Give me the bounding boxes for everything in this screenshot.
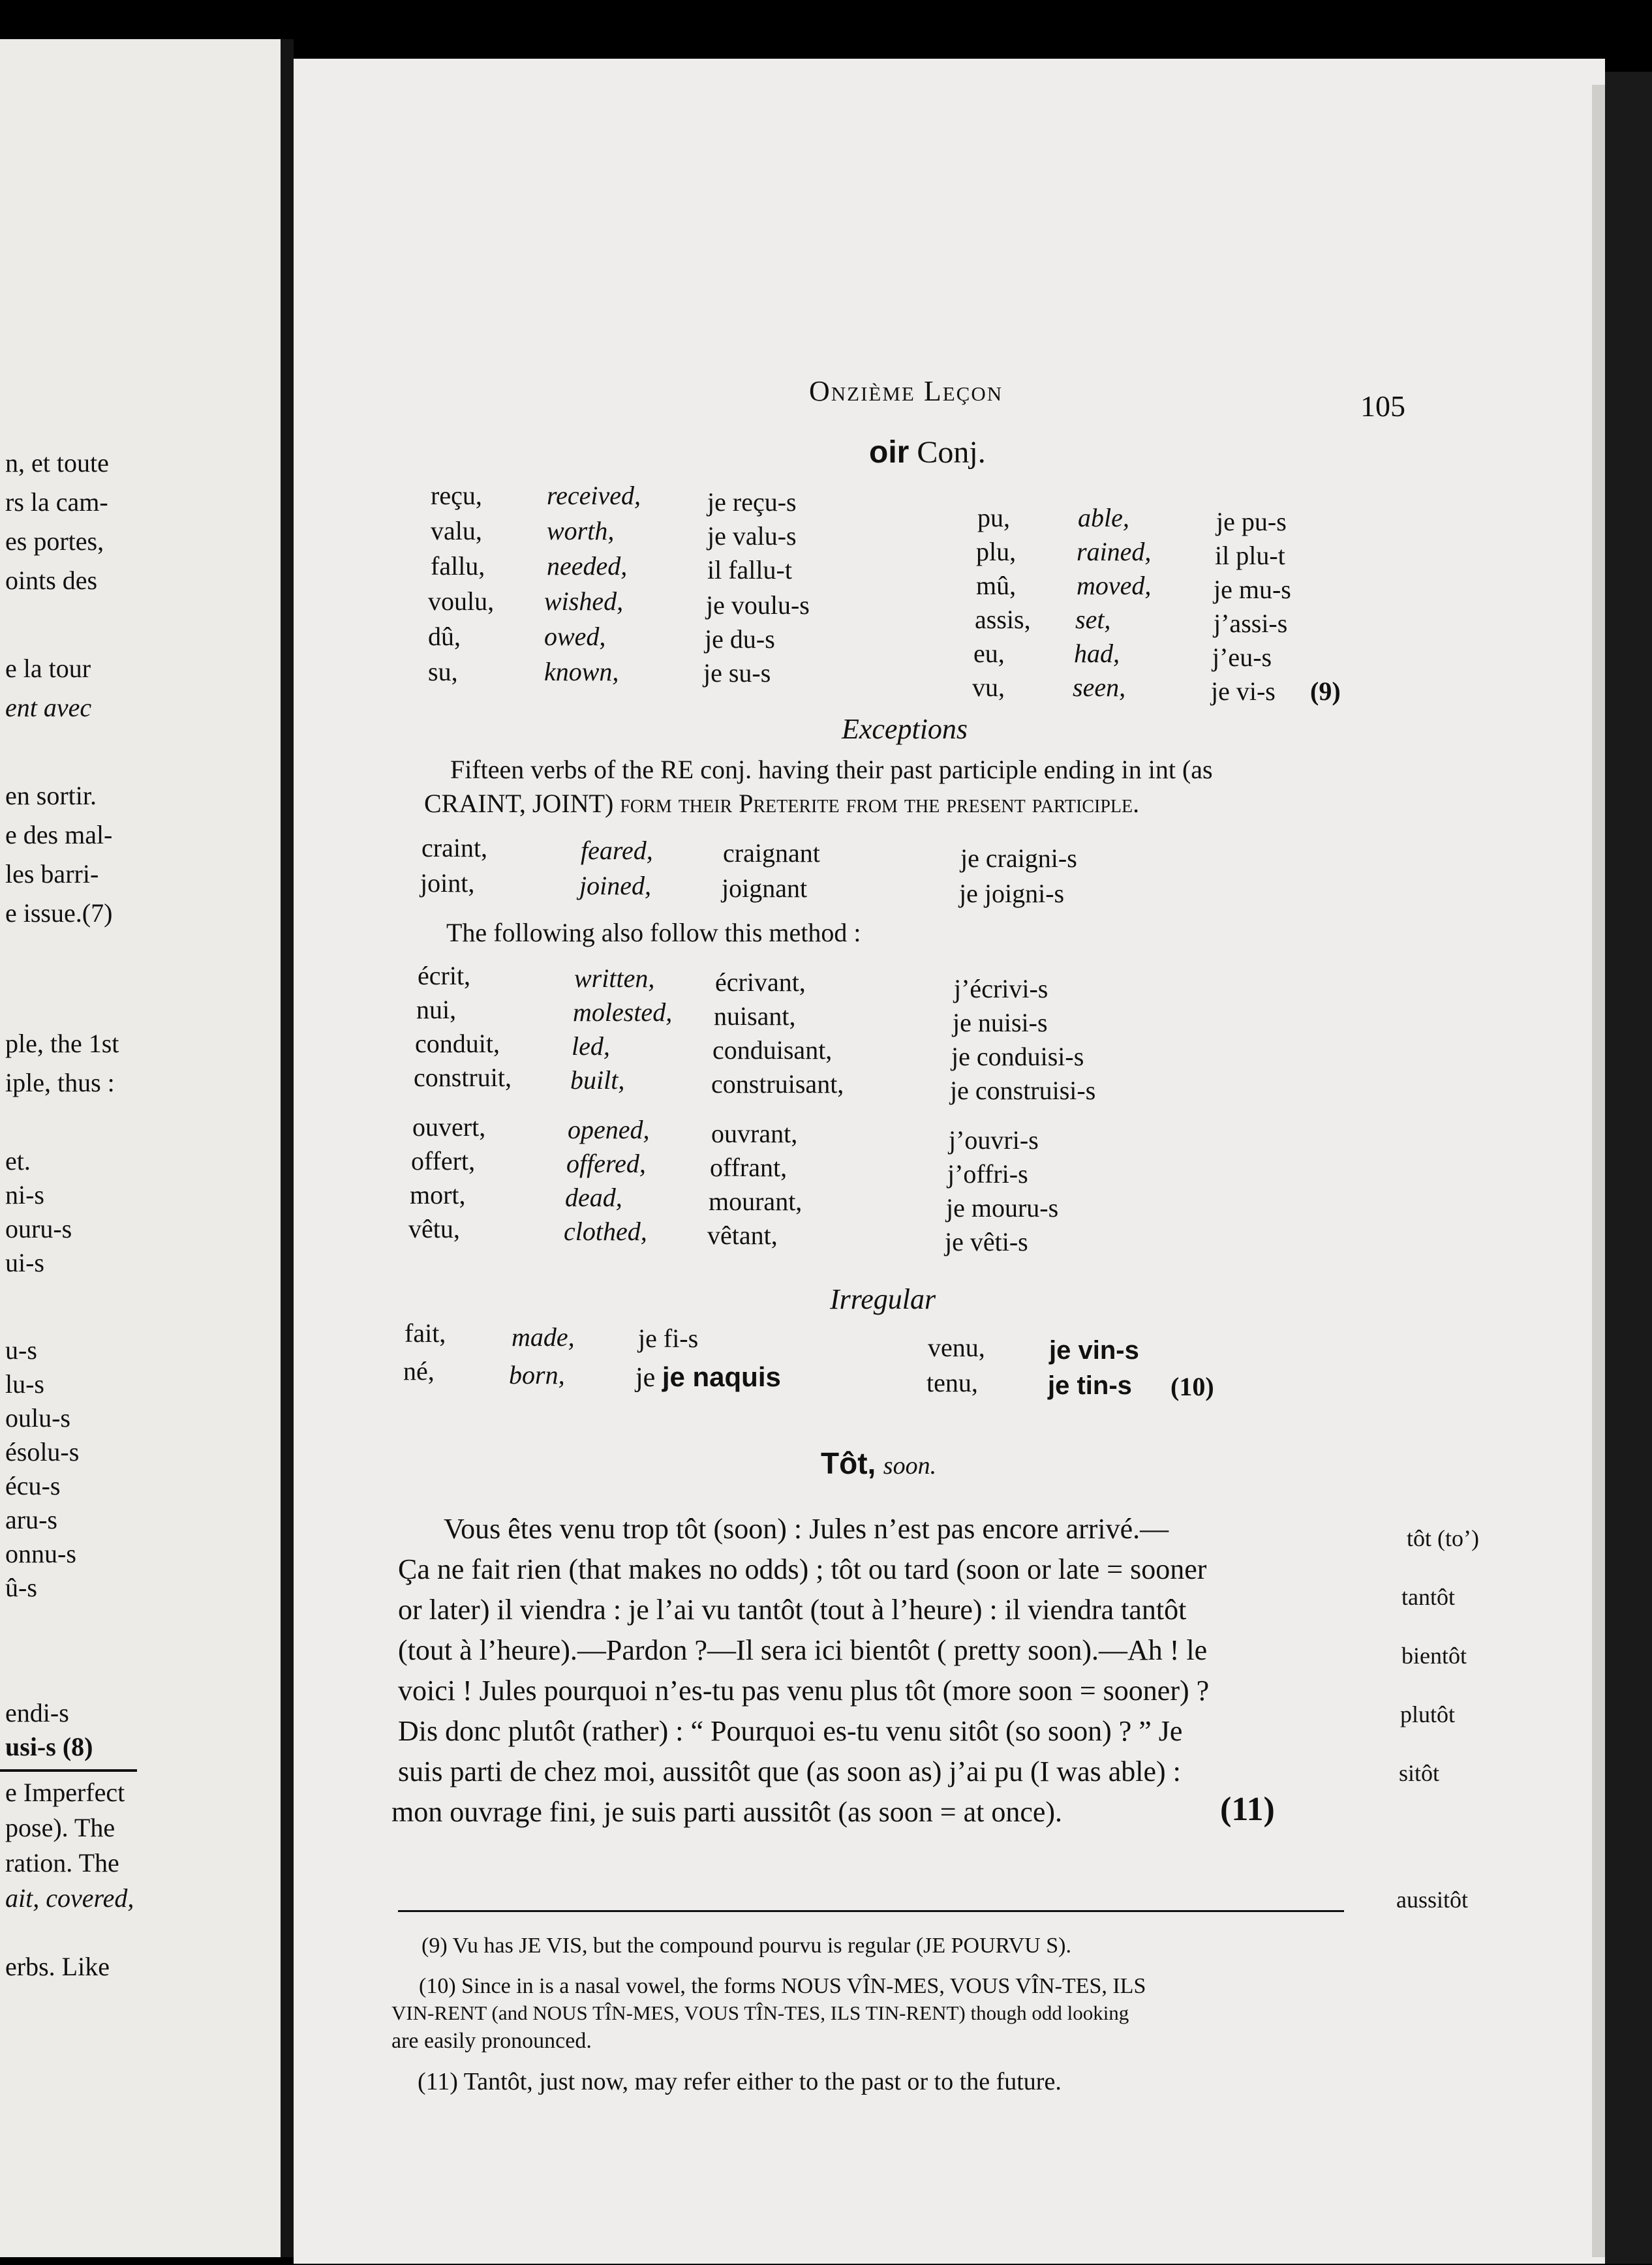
preterite: il plu-t: [1215, 541, 1285, 570]
preterite: je conduisi-s: [951, 1042, 1084, 1071]
left-page-line: lu-s: [5, 1369, 44, 1399]
tot-paragraph-line: suis parti de chez moi, aussitôt que (as soon as) j’ai pu (I was able) :: [398, 1756, 1181, 1787]
footnote-ref-9: (9): [1310, 676, 1341, 706]
gloss: dead,: [565, 1183, 622, 1212]
left-page-line: n, et toute: [5, 448, 109, 478]
participle: conduit,: [415, 1029, 500, 1058]
preterite: j’offri-s: [947, 1159, 1028, 1189]
preterite: je tin-s: [1048, 1371, 1132, 1400]
gloss: opened,: [568, 1115, 650, 1144]
participle: nui,: [416, 995, 457, 1024]
gloss: able,: [1078, 503, 1129, 532]
margin-gloss: bientôt: [1401, 1643, 1467, 1669]
left-page-line: iple, thus :: [5, 1068, 115, 1097]
running-title: Onzième Leçon: [809, 375, 1003, 407]
left-facing-page: [0, 39, 281, 2257]
preterite: je mouru-s: [946, 1193, 1059, 1223]
present-participle: nuisant,: [714, 1001, 796, 1031]
preterite: je valu-s: [707, 521, 797, 551]
page-number: 105: [1360, 389, 1405, 423]
gloss: molested,: [573, 997, 673, 1027]
gloss: made,: [512, 1322, 575, 1352]
left-page-line: ent avec: [5, 693, 92, 722]
exceptions-intro-line-2: CRAINT, JOINT) form their Preterite from the present participle.: [424, 789, 1140, 818]
preterite: j’écrivi-s: [954, 974, 1048, 1003]
margin-gloss: tôt (to’): [1407, 1525, 1479, 1551]
participle: venu,: [928, 1333, 985, 1362]
left-page-line: les barri-: [5, 859, 99, 889]
footnote-ref-10: (10): [1170, 1372, 1214, 1401]
participle: reçu,: [431, 481, 482, 510]
irregular-heading: Irregular: [830, 1283, 936, 1315]
preterite: je je naquis: [635, 1361, 781, 1393]
gloss: joined,: [579, 871, 651, 900]
tot-paragraph-line: Dis donc plutôt (rather) : “ Pourquoi es-tu venu sitôt (so soon) ? ” Je: [398, 1715, 1183, 1747]
left-page-line: e Imperfect: [5, 1778, 125, 1807]
preterite: j’assi-s: [1214, 609, 1288, 638]
left-page-line: écu-s: [5, 1471, 61, 1500]
present-participle: vêtant,: [707, 1221, 778, 1250]
tot-paragraph-line: (tout à l’heure).—Pardon ?—Il sera ici bientôt ( pretty soon).—Ah ! le: [398, 1634, 1208, 1666]
margin-gloss: tantôt: [1401, 1584, 1455, 1610]
left-page-line: erbs. Like: [5, 1952, 110, 1981]
participle: assis,: [975, 605, 1031, 634]
margin-gloss: sitôt: [1399, 1760, 1440, 1786]
preterite: je mu-s: [1214, 575, 1291, 604]
participle: tenu,: [926, 1368, 978, 1397]
preterite: je vêti-s: [945, 1227, 1028, 1256]
participle: dû,: [428, 622, 461, 651]
preterite: je vin-s: [1049, 1336, 1139, 1365]
left-page-line: usi-s (8): [5, 1732, 93, 1761]
oir-title-bold: oir: [869, 435, 910, 470]
gloss: worth,: [547, 516, 615, 545]
participle: valu,: [431, 516, 482, 545]
left-page-line: oulu-s: [5, 1403, 70, 1433]
preterite: je su-s: [703, 658, 771, 688]
gloss: led,: [572, 1031, 610, 1061]
left-page-line: e des mal-: [5, 820, 113, 849]
left-page-line: u-s: [5, 1335, 37, 1365]
exceptions-heading: Exceptions: [842, 713, 968, 745]
present-participle: joignant: [722, 874, 808, 903]
gloss: moved,: [1077, 571, 1152, 600]
participle: su,: [428, 657, 458, 686]
participle: voulu,: [428, 586, 495, 616]
gloss: seen,: [1073, 673, 1126, 702]
left-page-line: en sortir.: [5, 781, 97, 810]
footnote-ref-11: (11): [1220, 1791, 1275, 1828]
left-page-line: û-s: [5, 1573, 37, 1602]
following-note: The following also follow this method :: [446, 918, 861, 947]
page-edge-strip: [1592, 85, 1606, 2257]
left-page-line: rs la cam-: [5, 487, 108, 517]
footnote-9: (9) Vu has JE VIS, but the compound pourvu is regular (JE POURVU S).: [421, 1934, 1071, 1958]
participle: pu,: [977, 503, 1010, 532]
tot-paragraph-line: voici ! Jules pourquoi n’es-tu pas venu plus tôt (more soon = sooner) ?: [398, 1675, 1210, 1707]
gloss: feared,: [581, 836, 653, 865]
tot-paragraph-line: Ça ne fait rien (that makes no odds) ; tôt ou tard (soon or late = sooner: [398, 1553, 1207, 1585]
participle: vu,: [972, 673, 1005, 702]
preterite: je du-s: [705, 624, 775, 654]
gloss: had,: [1074, 639, 1120, 668]
participle: ouvert,: [412, 1112, 486, 1142]
preterite: j’eu-s: [1212, 643, 1272, 672]
left-page-line: ni-s: [5, 1180, 44, 1209]
left-page-line: oints des: [5, 566, 98, 595]
gloss: born,: [509, 1360, 565, 1390]
footnote-10-line-2: VIN-RENT (and NOUS TÎN-MES, VOUS TÎN-TES, ILS TIN-RENT) though odd looking: [391, 2001, 1129, 2024]
participle: construit,: [414, 1063, 512, 1092]
present-participle: mourant,: [709, 1187, 803, 1216]
participle: fallu,: [431, 551, 485, 581]
preterite: il fallu-t: [707, 555, 792, 585]
margin-gloss: plutôt: [1400, 1701, 1456, 1727]
preterite: je joigni-s: [959, 879, 1065, 908]
participle: craint,: [421, 833, 488, 862]
tot-heading: [821, 1448, 936, 1479]
present-participle: construisant,: [711, 1069, 844, 1099]
participle: fait,: [405, 1318, 446, 1348]
left-page-rule: [0, 1769, 137, 1772]
tot-paragraph-line: mon ouvrage fini, je suis parti aussitôt (as soon = at once).: [391, 1796, 1063, 1828]
left-page-line: et.: [5, 1146, 31, 1176]
left-page-line: ration. The: [5, 1848, 119, 1877]
preterite: j’ouvri-s: [949, 1125, 1039, 1155]
book-page-edge: [1605, 72, 1652, 2264]
left-page-line: ui-s: [5, 1248, 44, 1277]
present-participle: écrivant,: [715, 967, 806, 997]
margin-gloss: aussitôt: [1396, 1887, 1469, 1913]
preterite: je craigni-s: [960, 844, 1077, 873]
left-page-line: ouru-s: [5, 1214, 72, 1243]
left-page-line: ésolu-s: [5, 1437, 80, 1467]
footnote-rule: [398, 1910, 1344, 1912]
preterite: je vi-s: [1211, 676, 1276, 706]
present-participle: offrant,: [710, 1153, 788, 1182]
left-page-line: e issue.(7): [5, 898, 113, 928]
left-page-line: e la tour: [5, 654, 91, 683]
left-page-line: ait, covered,: [5, 1883, 134, 1913]
participle: né,: [403, 1356, 435, 1386]
participle: écrit,: [418, 961, 471, 990]
participle: vêtu,: [408, 1214, 460, 1243]
exceptions-intro-line-1: Fifteen verbs of the RE conj. having their past participle ending in int (as: [450, 755, 1213, 784]
present-participle: conduisant,: [712, 1035, 833, 1065]
gloss: known,: [544, 657, 619, 686]
preterite: je construisi-s: [950, 1076, 1096, 1105]
tot-paragraph-line: or later) il viendra : je l’ai vu tantôt (tout à l’heure) : il viendra tantôt: [398, 1594, 1187, 1626]
left-page-line: ple, the 1st: [5, 1029, 119, 1058]
gloss: wished,: [544, 586, 624, 616]
footnote-11: (11) Tantôt, just now, may refer either to the past or to the future.: [418, 2068, 1062, 2095]
tot-title: Tôt,: [821, 1446, 876, 1480]
participle: offert,: [411, 1146, 476, 1176]
preterite: je voulu-s: [706, 590, 810, 620]
preterite: je nuisi-s: [953, 1008, 1048, 1037]
gloss: rained,: [1077, 537, 1152, 566]
participle: mû,: [976, 571, 1017, 600]
gloss: offered,: [566, 1149, 646, 1178]
participle: joint,: [420, 868, 475, 898]
right-page-105: [294, 59, 1605, 2264]
gloss: received,: [547, 481, 641, 510]
footnote-10-line-3: are easily pronounced.: [391, 2029, 592, 2053]
present-participle: craignant: [723, 838, 820, 868]
gloss: written,: [574, 964, 655, 993]
oir-conj-title: [869, 437, 986, 468]
gloss: clothed,: [564, 1217, 647, 1246]
gloss: built,: [570, 1065, 625, 1095]
gloss: needed,: [547, 551, 628, 581]
participle: eu,: [973, 639, 1005, 668]
footnote-10-line-1: (10) Since in is a nasal vowel, the forms NOUS VÎN-MES, VOUS VÎN-TES, ILS: [419, 1974, 1146, 1998]
gloss: set,: [1075, 605, 1111, 634]
oir-title-rest: Conj.: [917, 435, 986, 470]
left-page-line: onnu-s: [5, 1539, 76, 1568]
book-gutter: [281, 39, 294, 2257]
present-participle: ouvrant,: [711, 1119, 798, 1148]
preterite-naquis: je naquis: [662, 1361, 781, 1392]
preterite: je reçu-s: [707, 487, 797, 517]
gloss: owed,: [544, 622, 606, 651]
left-page-line: aru-s: [5, 1505, 57, 1534]
participle: plu,: [976, 537, 1017, 566]
preterite: je pu-s: [1216, 507, 1287, 536]
left-page-line: endi-s: [5, 1698, 69, 1727]
left-page-line: pose). The: [5, 1813, 115, 1842]
participle: mort,: [410, 1180, 466, 1209]
tot-paragraph-line: Vous êtes venu trop tôt (soon) : Jules n’est pas encore arrivé.—: [444, 1513, 1169, 1545]
preterite: je fi-s: [638, 1324, 699, 1353]
left-page-line: es portes,: [5, 526, 104, 556]
tot-title-gloss: soon.: [883, 1452, 937, 1480]
